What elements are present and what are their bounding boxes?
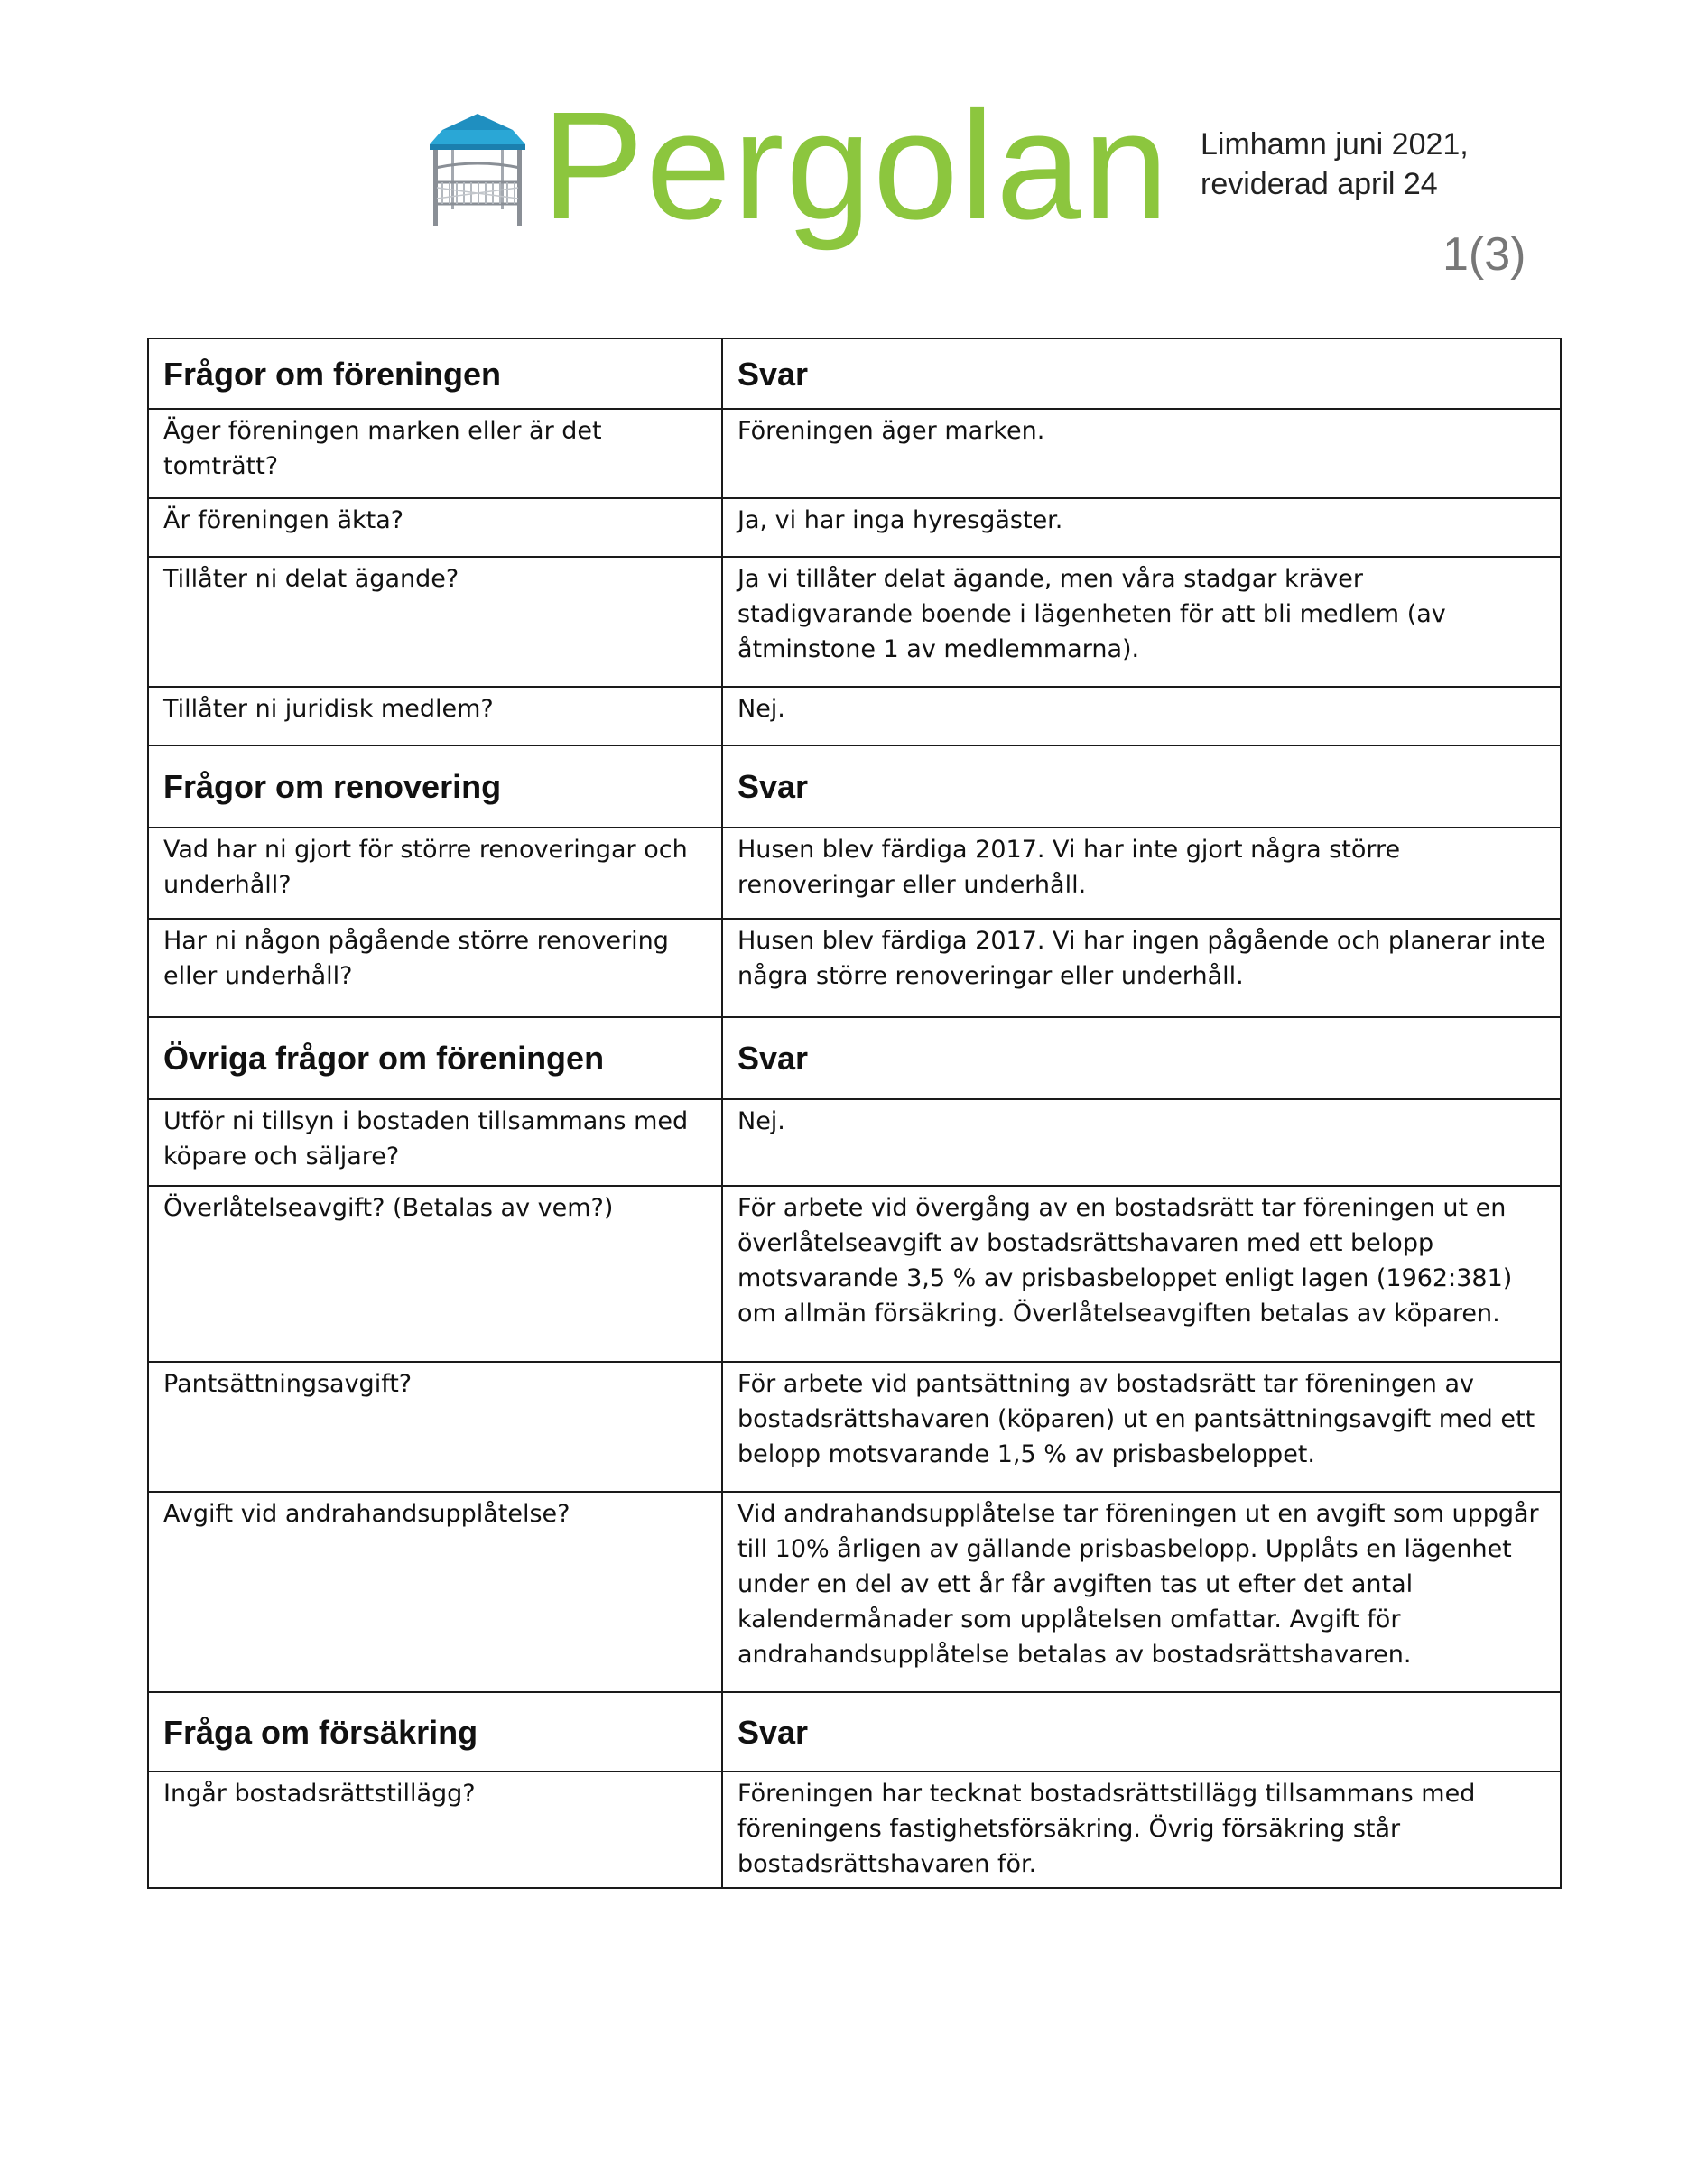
place-date: Limhamn juni 2021, (1201, 127, 1469, 162)
brand-wordmark: Pergolan (542, 80, 1171, 252)
table-row (148, 498, 1561, 557)
question-cell: Är föreningen äkta? (148, 498, 722, 557)
answer-column-header: Svar (722, 1692, 1561, 1772)
question-cell: Tillåter ni juridisk medlem? (148, 687, 722, 745)
section-title: Frågor om föreningen (148, 338, 722, 409)
answer-cell: Husen blev färdiga 2017. Vi har inte gjort några större renoveringar eller underhåll. (722, 828, 1561, 919)
answer-cell: Husen blev färdiga 2017. Vi har ingen pågående och planerar inte några större renoveringar eller underhåll. (722, 919, 1561, 1017)
answer-cell: Ja vi tillåter delat ägande, men våra stadgar kräver stadigvarande boende i lägenheten för att bli medlem (av åtminstone 1 av medlemmarna). (722, 557, 1561, 687)
table-row (148, 687, 1561, 745)
table-row (148, 828, 1561, 919)
page-number: 1(3) (1442, 228, 1526, 281)
document-date (1201, 125, 1469, 204)
question-cell: Pantsättningsavgift? (148, 1362, 722, 1492)
answer-cell: För arbete vid pantsättning av bostadsrätt tar föreningen av bostadsrättshavaren (köparen) ut en pantsättningsavgift med ett belopp motsvarande 1,5 % av prisbasbeloppet. (722, 1362, 1561, 1492)
revision-date: reviderad april 24 (1201, 167, 1438, 201)
question-cell: Överlåtelseavgift? (Betalas av vem?) (148, 1186, 722, 1362)
section-header-row (148, 338, 1561, 409)
answer-column-header: Svar (722, 745, 1561, 828)
table-row (148, 1186, 1561, 1362)
section-title: Övriga frågor om föreningen (148, 1017, 722, 1099)
answer-cell: För arbete vid övergång av en bostadsrätt tar föreningen ut en överlåtelseavgift av bostadsrättshavaren med ett belopp motsvarande 3,5 % av prisbasbeloppet enligt lagen (1962:381) om allmän försäkring. Överlåtelseavgiften betalas av köparen. (722, 1186, 1561, 1362)
table-row (148, 409, 1561, 498)
section-title: Frågor om renovering (148, 745, 722, 828)
answer-cell: Vid andrahandsupplåtelse tar föreningen ut en avgift som uppgår till 10% årligen av gällande prisbasbelopp. Upplåts en lägenhet under en del av ett år får avgiften tas ut efter det antal kalendermånader som upplåtelsen omfattar. Avgift för andrahandsupplåtelse betalas av bostadsrättshavaren. (722, 1492, 1561, 1692)
answer-cell: Ja, vi har inga hyresgäster. (722, 498, 1561, 557)
table-row (148, 919, 1561, 1017)
section-title: Fråga om försäkring (148, 1692, 722, 1772)
question-cell: Har ni någon pågående större renovering eller underhåll? (148, 919, 722, 1017)
answer-cell: Föreningen har tecknat bostadsrättstillägg tillsammans med föreningens fastighetsförsäkring. Övrig försäkring står bostadsrättshavaren för. (722, 1772, 1561, 1888)
table-row (148, 1492, 1561, 1692)
table-row (148, 1362, 1561, 1492)
page-header (0, 0, 1688, 298)
section-header-row (148, 1017, 1561, 1099)
answer-cell: Nej. (722, 687, 1561, 745)
question-cell: Avgift vid andrahandsupplåtelse? (148, 1492, 722, 1692)
answer-cell: Nej. (722, 1099, 1561, 1186)
question-cell: Äger föreningen marken eller är det tomträtt? (148, 409, 722, 498)
table-row (148, 557, 1561, 687)
pergola-icon (424, 112, 531, 229)
qa-table (147, 338, 1562, 1889)
table-row (148, 1772, 1561, 1888)
answer-column-header: Svar (722, 1017, 1561, 1099)
answer-cell: Föreningen äger marken. (722, 409, 1561, 498)
question-cell: Utför ni tillsyn i bostaden tillsammans med köpare och säljare? (148, 1099, 722, 1186)
answer-column-header: Svar (722, 338, 1561, 409)
question-cell: Tillåter ni delat ägande? (148, 557, 722, 687)
question-cell: Ingår bostadsrättstillägg? (148, 1772, 722, 1888)
table-row (148, 1099, 1561, 1186)
section-header-row (148, 745, 1561, 828)
section-header-row (148, 1692, 1561, 1772)
question-cell: Vad har ni gjort för större renoveringar och underhåll? (148, 828, 722, 919)
pergolan-logo (424, 80, 1171, 252)
